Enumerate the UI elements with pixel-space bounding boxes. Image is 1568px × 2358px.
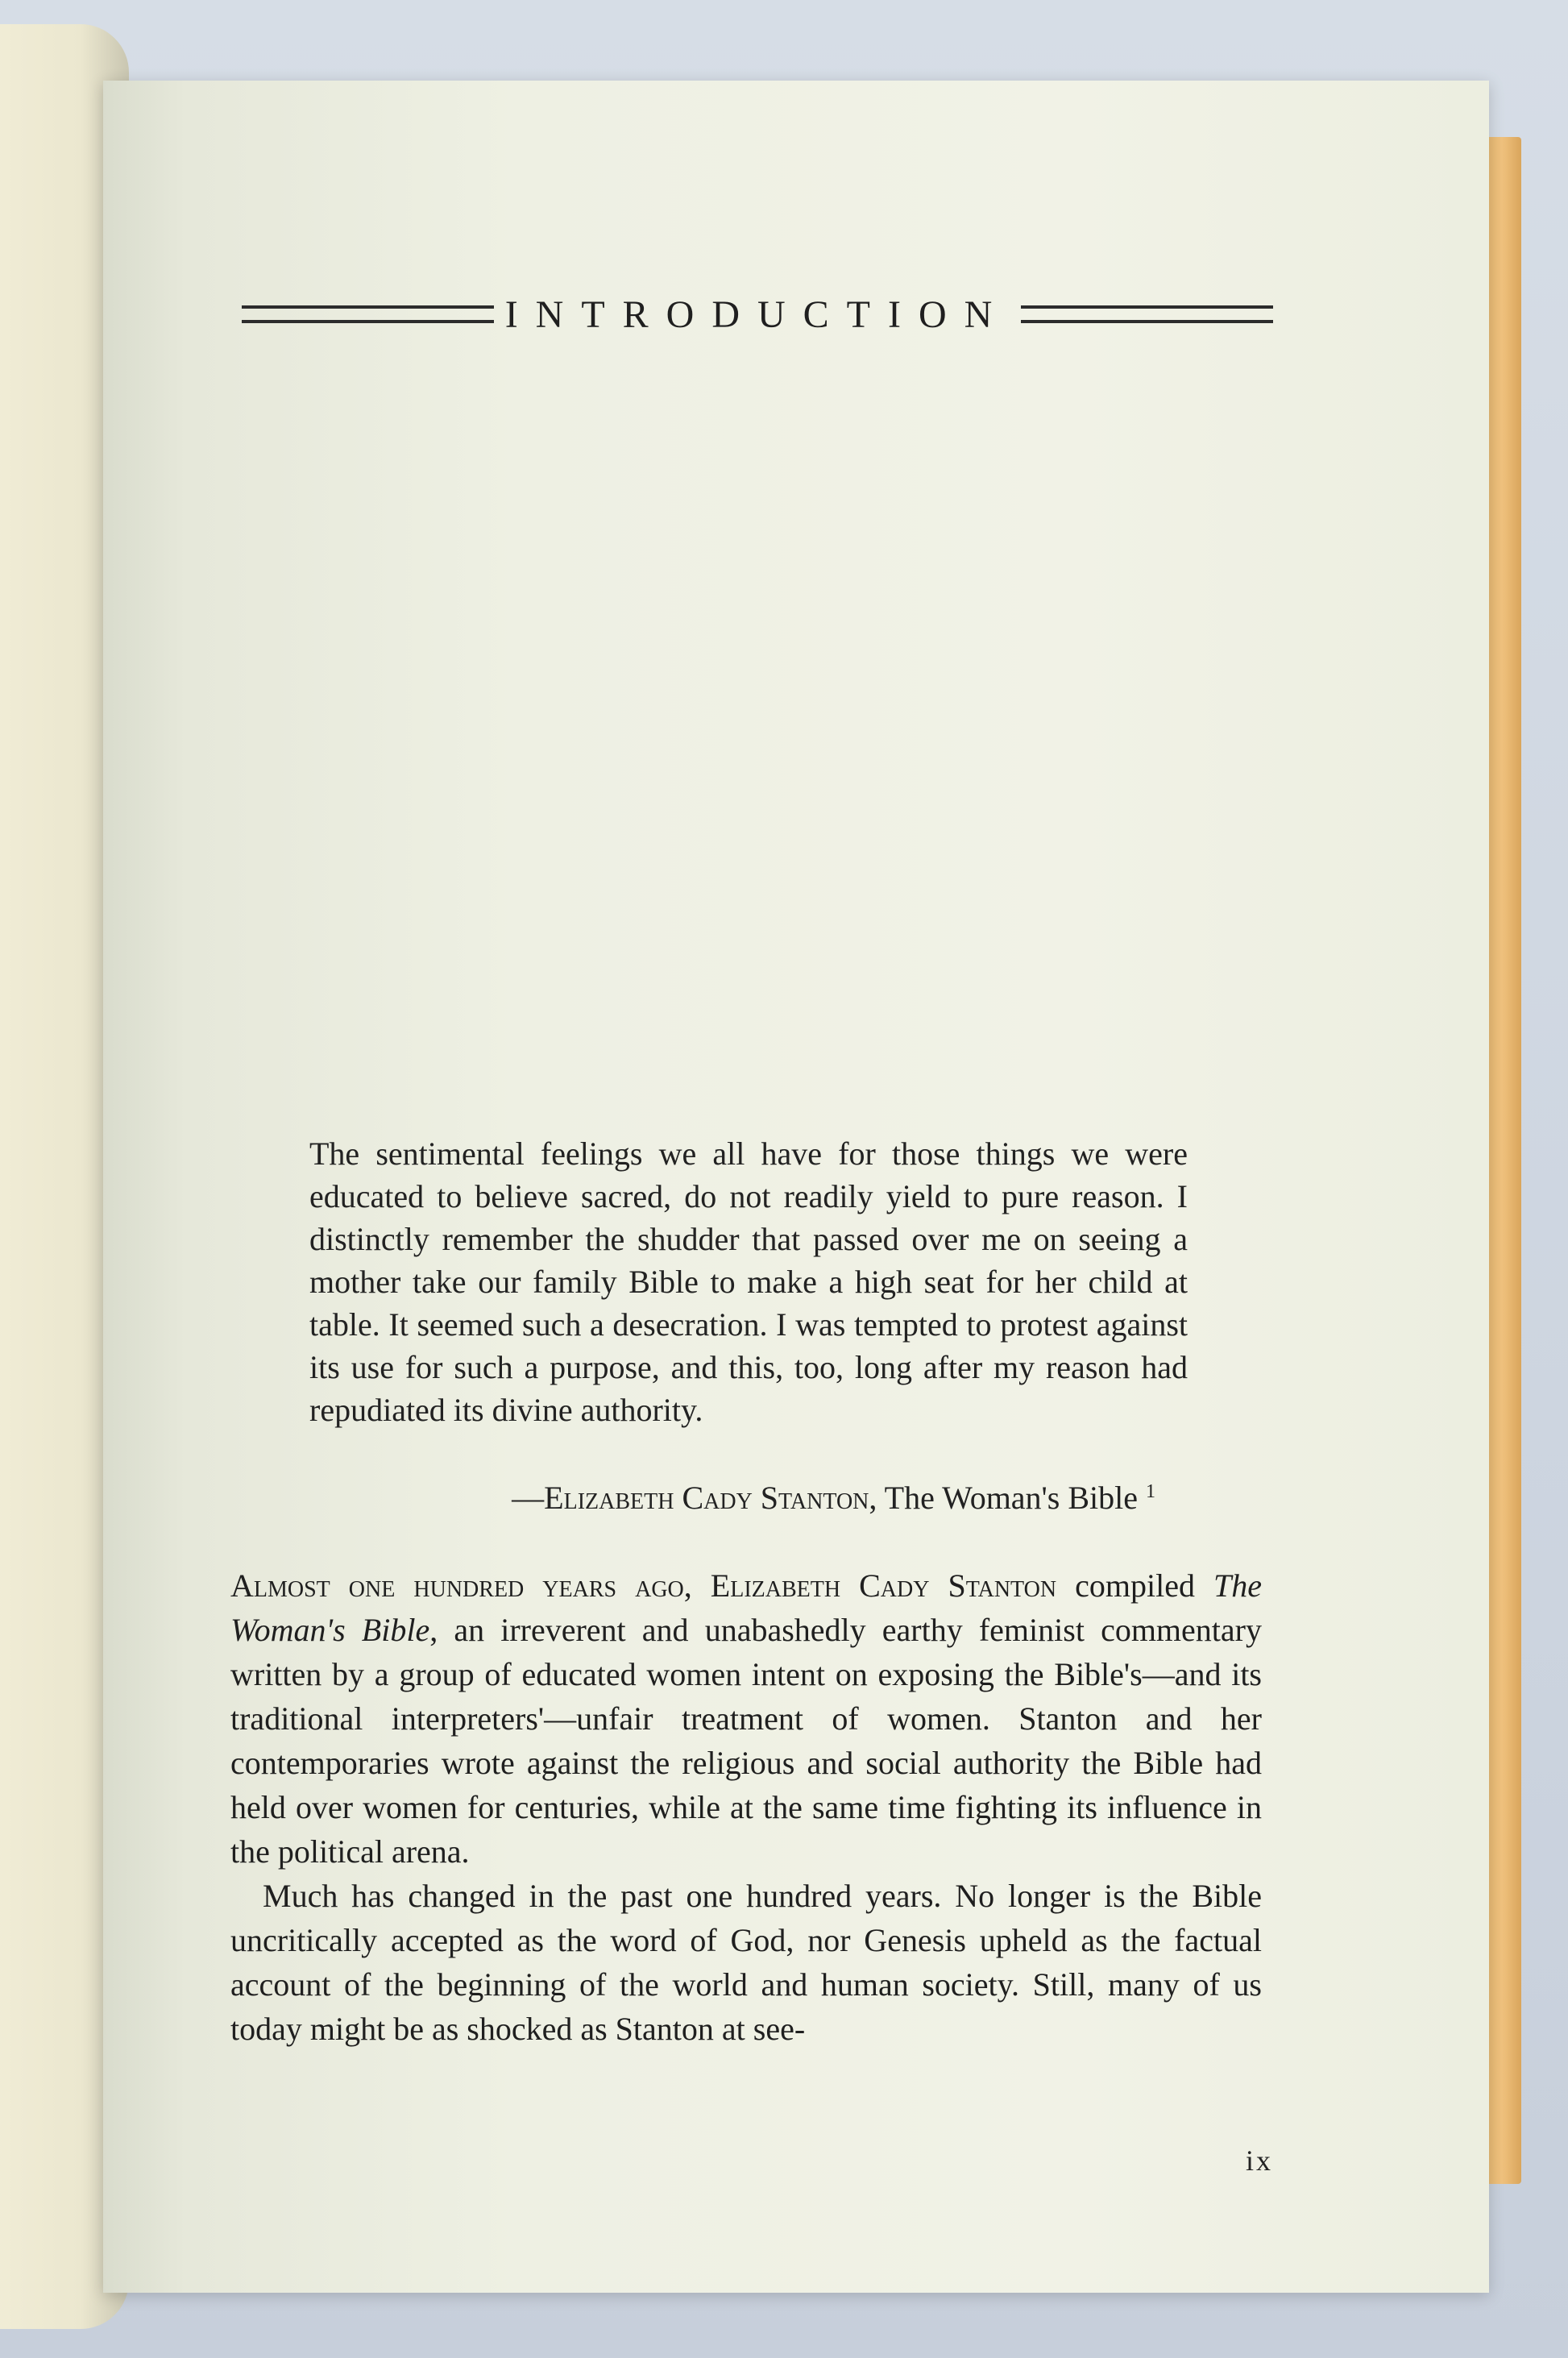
attribution-dash: — — [512, 1480, 545, 1516]
epigraph-text: The sentimental feelings we all have for those things we were educated to believe sacred, do not readily yield to pure reason. I distinctly remember the shudder that passed over me on seeing a mother take our family Bible to make a high seat for her child at table. It seemed such a desecration. I was tempted to protest against its use for such a purpose, and this, too, long after my reason had repudiated its divine authority. — [309, 1135, 1188, 1428]
epigraph — [309, 1132, 1188, 1431]
paragraph-2: Much has changed in the past one hundred years. No longer is the Bible uncritically accepted as the word of God, nor Genesis upheld as the factual account of the beginning of the world and human society. Still, many of us today might be as shocked as Stanton at see- — [230, 1878, 1262, 2047]
paragraph-1-book-title: The Woman's Bible — [230, 1567, 1262, 1648]
chapter-heading — [242, 290, 1273, 338]
attribution-author: Elizabeth Cady Stanton, — [544, 1480, 877, 1516]
paragraph-1 — [230, 1563, 1262, 1874]
paragraph-1-text-a: compiled — [1056, 1567, 1213, 1604]
heading-rule-right — [1021, 305, 1273, 323]
page-number: ix — [1245, 2144, 1273, 2177]
footnote-marker: 1 — [1146, 1480, 1155, 1502]
epigraph-attribution — [309, 1479, 1188, 1517]
chapter-title: INTRODUCTION — [504, 293, 1010, 336]
body-text — [230, 1563, 1262, 2051]
paragraph-1-lead: Almost one hundred years ago, Elizabeth Cady Stanton — [230, 1567, 1057, 1604]
heading-rule-left — [242, 305, 494, 323]
attribution-work: The Woman's Bible — [884, 1480, 1138, 1516]
paragraph-1-text-b: , an irreverent and unabashedly earthy feminist commentary written by a group of educated women intent on exposing the Bible's—and its traditional interpreters'—unfair treatment of women. Stanton and her contemporaries wrote against the religious and social authority the Bible had held over women for centuries, while at the same time fighting its influence in the political arena. — [230, 1612, 1262, 1870]
